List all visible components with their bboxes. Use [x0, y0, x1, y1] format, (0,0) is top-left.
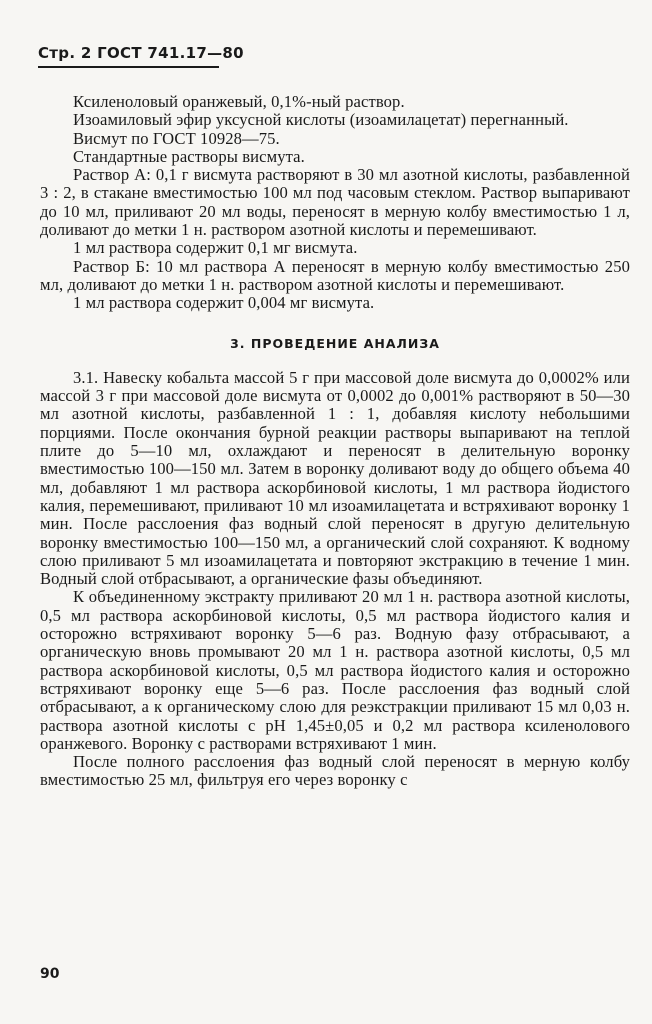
page-body: [40, 93, 630, 790]
page-number: 90: [40, 966, 60, 982]
paragraph: 3.1. Навеску кобальта массой 5 г при массовой доле висмута до 0,0002% или массой 3 г при массовой доле висмута от 0,0002 до 0,001% растворяют в 50—30 мл азотной кислоты, разбавленной 1 : 1, добавляя кислоту небольшими порциями. После окончания бурной реакции растворы выпаривают на теплой плите до 5—10 мл, охлаждают и переносят в делительную воронку вместимостью 100—150 мл. Затем в воронку доливают воду до общего объема 40 мл, добавляют 1 мл раствора аскорбиновой кислоты, 1 мл раствора йодистого калия, перемешивают, приливают 10 мл изоамилацетата и встряхивают воронку 1 мин. После расслоения фаз водный слой переносят в другую делительную воронку вместимостью 100—150 мл, а органический слой сохраняют. К водному слою приливают 5 мл изоамилацетата и повторяют экстракцию в течение 1 мин. Водный слой отбрасывают, а органические фазы объединяют.: [40, 367, 630, 589]
paragraph: Висмут по ГОСТ 10928—75.: [73, 128, 280, 148]
header-rule: [38, 66, 219, 68]
paragraph: После полного расслоения фаз водный слой переносят в мерную колбу вместимостью 25 мл, фильтруя его через воронку с: [40, 752, 630, 790]
paragraph: Ксиленоловый оранжевый, 0,1%-ный раствор.: [73, 92, 405, 111]
paragraph: Стандартные растворы висмута.: [73, 146, 305, 166]
paragraph: Раствор Б: 10 мл раствора А переносят в мерную колбу вместимостью 250 мл, доливают до метки 1 н. раствором азотной кислоты и перемешивают.: [40, 256, 630, 294]
header-text: Стр. 2 ГОСТ 741.17—80: [38, 44, 244, 62]
paragraph: Изоамиловый эфир уксусной кислоты (изоамилацетат) перегнанный.: [73, 110, 569, 130]
page-header: [38, 44, 244, 68]
section-title: 3. ПРОВЕДЕНИЕ АНАЛИЗА: [230, 335, 440, 351]
paragraph: 1 мл раствора содержит 0,004 мг висмута.: [73, 293, 375, 313]
paragraph: 1 мл раствора содержит 0,1 мг висмута.: [73, 238, 358, 258]
paragraph: Раствор А: 0,1 г висмута растворяют в 30 мл азотной кислоты, разбавленной 3 : 2, в стакане вместимостью 100 мл под часовым стеклом. Раствор выпаривают до 10 мл, приливают 20 мл воды, переносят в мерную колбу вместимостью 1 л, доливают до метки 1 н. раствором азотной кислоты и перемешивают.: [40, 165, 630, 240]
paragraph: К объединенному экстракту приливают 20 мл 1 н. раствора азотной кислоты, 0,5 мл раствора аскорбиновой кислоты, 0,5 мл раствора йодистого калия и осторожно встряхивают воронку 5—6 раз. Водную фазу отбрасывают, а органическую вновь промывают 20 мл 1 н. раствора азотной кислоты, 0,5 мл раствора аскорбиновой кислоты, 0,5 мл раствора йодистого калия и осторожно встряхивают воронку еще 5—6 раз. После расслоения фаз водный слой отбрасывают, а к органическому слою для реэкстракции приливают 15 мл 0,03 н. раствора азотной кислоты с pH 1,45±0,05 и 0,2 мл раствора ксиленолового оранжевого. Воронку с растворами встряхивают 1 мин.: [40, 587, 630, 753]
